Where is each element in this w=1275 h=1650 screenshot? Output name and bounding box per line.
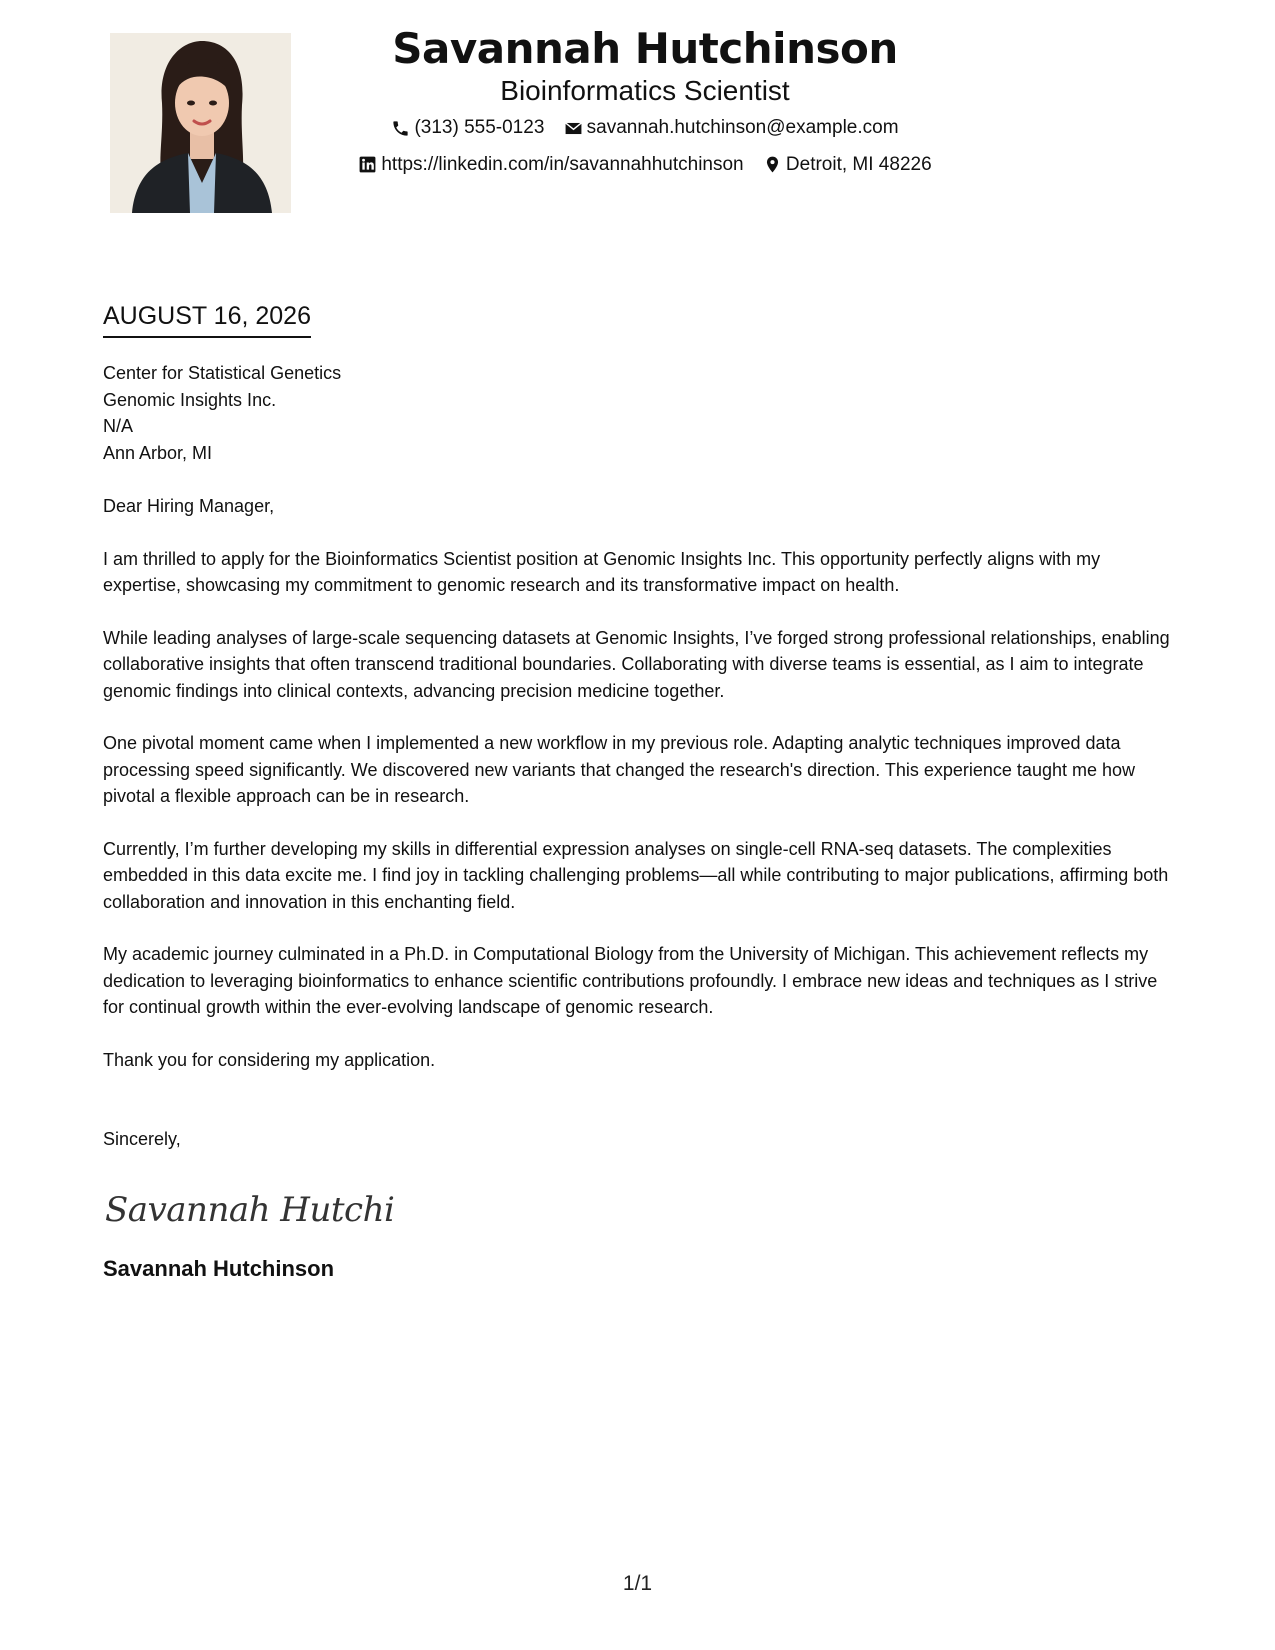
contact-row-primary bbox=[310, 116, 980, 145]
body-paragraph: Thank you for considering my application. bbox=[103, 1049, 436, 1070]
body-paragraph: While leading analyses of large-scale sequencing datasets at Genomic Insights, I’ve forged strong professional relationships, enabling collaborative insights that often transcend traditional boundaries. Collaborating with diverse teams is essential, as I aim to integrate genomic findings into clinical contexts, advancing precision medicine together. bbox=[103, 627, 1170, 701]
salutation: Dear Hiring Manager, bbox=[103, 496, 275, 516]
contact-email[interactable] bbox=[564, 116, 899, 140]
body-paragraph: I am thrilled to apply for the Bioinformatics Scientist position at Genomic Insights Inc. This opportunity perfectly aligns with my expertise, showcasing my commitment to genomic research and its transformative impact on health. bbox=[103, 548, 1101, 595]
recipient-block bbox=[103, 360, 1183, 466]
phone-icon bbox=[391, 119, 410, 138]
location-text: Detroit, MI 48226 bbox=[785, 153, 932, 175]
recipient-line: Genomic Insights Inc. bbox=[103, 389, 277, 410]
map-pin-icon bbox=[763, 155, 782, 174]
signer-name: Savannah Hutchinson bbox=[103, 1255, 335, 1281]
profile-photo bbox=[110, 33, 291, 213]
page-indicator: 1/1 bbox=[622, 1572, 653, 1595]
letter-body bbox=[103, 300, 1183, 1283]
closing: Sincerely, bbox=[103, 1129, 181, 1149]
recipient-line: N/A bbox=[103, 416, 134, 436]
svg-text:Savannah Hutchi: Savannah Hutchi bbox=[105, 1189, 395, 1230]
contact-linkedin[interactable] bbox=[358, 153, 743, 177]
applicant-title: Bioinformatics Scientist bbox=[500, 75, 790, 106]
envelope-icon bbox=[564, 119, 583, 138]
linkedin-icon bbox=[358, 155, 377, 174]
handwritten-signature bbox=[103, 1183, 395, 1233]
body-paragraph: Currently, I’m further developing my skills in differential expression analyses on single-cell RNA-seq datasets. The complexities embedded in this data excite me. I find joy in tackling challenging problems—all while contributing to major publications, affirming both collaboration and innovation in this enchanting field. bbox=[103, 838, 1169, 912]
email-text[interactable]: savannah.hutchinson@example.com bbox=[586, 117, 899, 138]
letter-header bbox=[310, 22, 980, 181]
body-paragraph: My academic journey culminated in a Ph.D. in Computational Biology from the University of Michigan. This achievement reflects my dedication to leveraging bioinformatics to enhance scientific contributions profoundly. I embrace new ideas and techniques as I strive for continual growth within the ever-evolving landscape of genomic research. bbox=[103, 944, 1158, 1017]
phone-text: (313) 555-0123 bbox=[414, 117, 545, 138]
contact-row-secondary bbox=[310, 153, 980, 182]
recipient-line: Ann Arbor, MI bbox=[103, 442, 213, 463]
contact-location bbox=[763, 153, 932, 177]
letter-date: AUGUST 16, 2026 bbox=[103, 300, 311, 338]
contact-phone bbox=[391, 116, 544, 140]
linkedin-text[interactable]: https://linkedin.com/in/savannahhutchinson bbox=[381, 153, 744, 175]
recipient-line: Center for Statistical Genetics bbox=[103, 363, 342, 383]
applicant-name: Savannah Hutchinson bbox=[392, 24, 898, 73]
body-paragraph: One pivotal moment came when I implemented a new workflow in my previous role. Adapting analytic techniques improved data processing speed significantly. We discovered new variants that changed the research's direction. This experience taught me how pivotal a flexible approach can be in research. bbox=[103, 733, 1136, 806]
